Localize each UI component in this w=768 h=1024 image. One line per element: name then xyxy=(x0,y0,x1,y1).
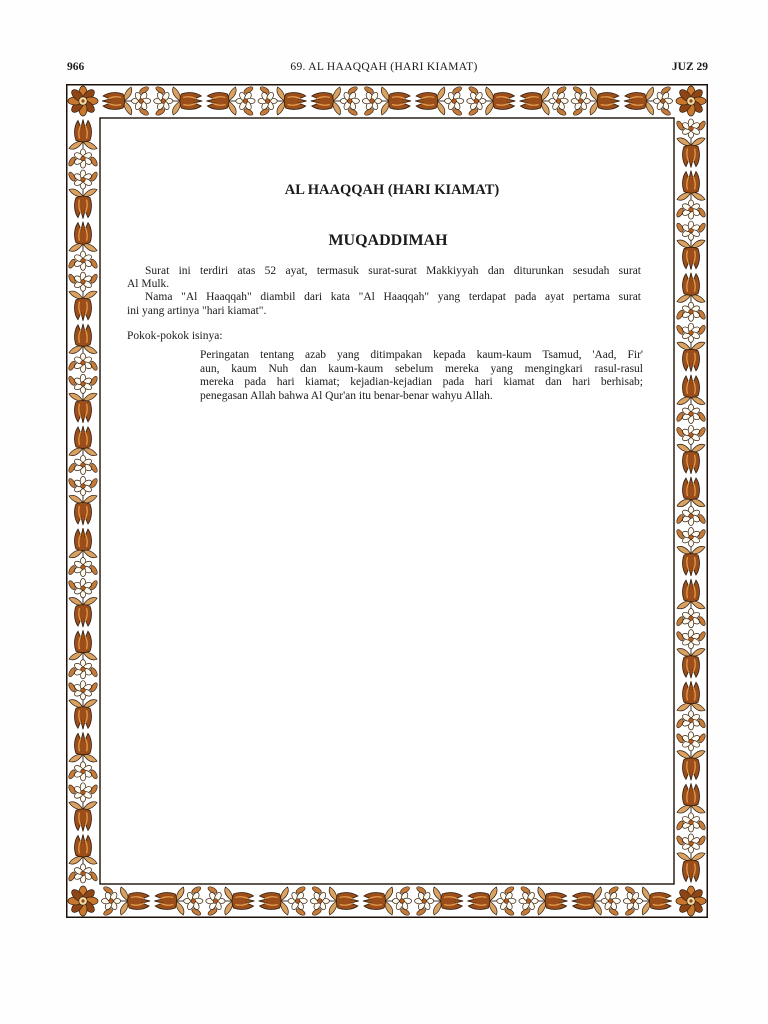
corner-flower-icon xyxy=(68,86,98,116)
contents-label: Pokok-pokok isinya: xyxy=(127,330,223,342)
section-heading: MUQADDIMAH xyxy=(328,232,448,249)
corner-flower-icon xyxy=(68,886,98,916)
juz-label: JUZ 29 xyxy=(671,61,708,73)
paragraph-line: Nama "Al Haaqqah" diambil dari kata "Al Haaqqah" yang terdapat pada ayat pertama surat xyxy=(145,291,641,303)
contents-line: mereka pada hari kiamat; kejadian-kejadian pada hari kiamat dan hari berhisab; xyxy=(200,376,643,388)
floral-border-icon xyxy=(66,84,708,918)
running-title: 69. AL HAAQQAH (HARI KIAMAT) xyxy=(290,61,478,73)
paragraph-line: Surat ini terdiri atas 52 ayat, termasuk surat-surat Makkiyyah dan diturunkan sesudah surat xyxy=(145,265,641,277)
corner-flower-icon xyxy=(676,886,706,916)
paragraph-line: Al Mulk. xyxy=(127,278,170,290)
paragraph-line: ini yang artinya "hari kiamat". xyxy=(127,305,267,317)
contents-line: penegasan Allah bahwa Al Qur'an itu benar-benar wahyu Allah. xyxy=(200,390,493,402)
corner-flower-icon xyxy=(676,86,706,116)
contents-line: aun, kaum Nuh dan kaum-kaum sebelum mereka yang mengingkari rasul-rasul xyxy=(200,363,643,375)
contents-line: Peringatan tentang azab yang ditimpakan kepada kaum-kaum Tsamud, 'Aad, Fir' xyxy=(200,349,643,361)
page-number: 966 xyxy=(67,61,85,73)
surah-title: AL HAAQQAH (HARI KIAMAT) xyxy=(284,182,500,198)
